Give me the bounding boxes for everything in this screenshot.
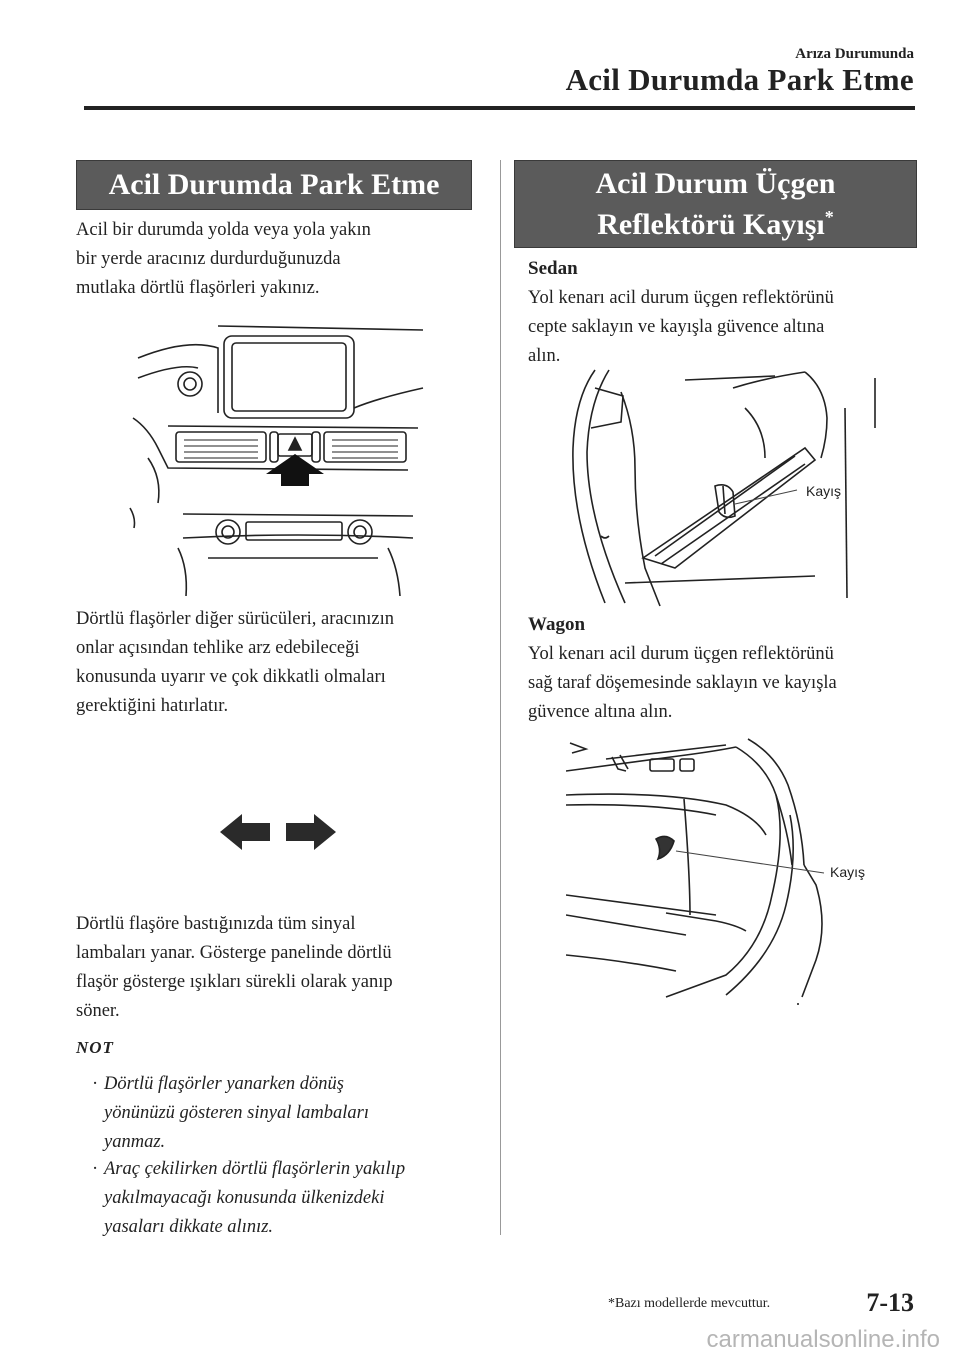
- column-divider: [500, 160, 501, 1235]
- intro-line: Acil bir durumda yolda veya yola yakın: [76, 220, 371, 240]
- banner-line: [515, 207, 916, 242]
- paragraph-line: Dörtlü flaşörler diğer sürücüleri, aracınızın: [76, 609, 394, 629]
- paragraph-line: Yol kenarı acil durum üçgen reflektörünü: [528, 288, 834, 308]
- paragraph-line: Dörtlü flaşöre bastığınızda tüm sinyal: [76, 914, 356, 934]
- bullet-line: Araç çekilirken dörtlü flaşörlerin yakılıp: [104, 1159, 406, 1179]
- bullet-line: yanmaz.: [104, 1132, 166, 1152]
- bullet-dot: ·: [92, 1159, 99, 1179]
- callout-leader: [676, 851, 824, 873]
- sedan-heading: Sedan: [528, 258, 578, 279]
- sedan-strap-callout: Kayış: [806, 483, 842, 499]
- footnote-mark: *: [824, 207, 834, 227]
- chapter-title: Arıza Durumunda: [795, 46, 914, 62]
- right-section-banner: [514, 160, 917, 248]
- wagon-heading: Wagon: [528, 614, 586, 635]
- bullet-line: yakılmayacağı konusunda ülkenizdeki: [104, 1188, 385, 1208]
- left-turn-arrow-icon: [220, 814, 270, 850]
- bullet-dot: ·: [92, 1074, 99, 1094]
- footnote: *Bazı modellerde mevcuttur.: [608, 1296, 771, 1311]
- pointer-arrow-icon: [266, 454, 324, 486]
- hazard-indicator-arrows: [218, 810, 338, 854]
- section-title: Acil Durumda Park Etme: [565, 62, 914, 97]
- paragraph-line: söner.: [76, 1001, 120, 1021]
- bullet-line: yönünüzü gösteren sinyal lambaları: [104, 1103, 369, 1123]
- paragraph-line: lambaları yanar. Gösterge panelinde dörtlü: [76, 943, 392, 963]
- paragraph-line: güvence altına alın.: [528, 702, 673, 722]
- watermark-text: carmanualsonline.info: [706, 1326, 940, 1353]
- banner-line: Acil Durum Üçgen: [595, 167, 836, 200]
- note-bullet: [92, 1070, 369, 1157]
- paragraph-line: onlar açısından tehlike arz edebileceği: [76, 638, 360, 658]
- note-bullet: [92, 1155, 406, 1242]
- paragraph-line: Yol kenarı acil durum üçgen reflektörünü: [528, 644, 834, 664]
- bullet-line: yasaları dikkate alınız.: [104, 1217, 274, 1237]
- paragraph-line: flaşör gösterge ışıkları sürekli olarak yanıp: [76, 972, 393, 992]
- wagon-strap-callout: Kayış: [830, 864, 866, 880]
- dashboard-hazard-switch-illustration: [128, 318, 428, 598]
- wagon-trunk-strap-illustration: [566, 735, 866, 1005]
- paragraph-line: konusunda uyarır ve çok dikkatli olmaları: [76, 667, 386, 687]
- right-turn-arrow-icon: [286, 814, 336, 850]
- page-number: 7-13: [866, 1288, 914, 1317]
- indicator-paragraph: [76, 910, 393, 1026]
- paragraph-line: cepte saklayın ve kayışla güvence altına: [528, 317, 825, 337]
- paragraph-line: sağ taraf döşemesinde saklayın ve kayışla: [528, 673, 837, 693]
- header-rule: [84, 106, 915, 110]
- wagon-paragraph: [528, 640, 837, 727]
- hazard-purpose-paragraph: [76, 605, 394, 721]
- intro-paragraph: [76, 216, 371, 303]
- intro-line: mutlaka dörtlü flaşörleri yakınız.: [76, 278, 320, 298]
- note-title: NOT: [76, 1038, 114, 1057]
- intro-line: bir yerde aracınız durdurduğunuzda: [76, 249, 341, 269]
- sedan-paragraph: [528, 284, 834, 371]
- bullet-line: Dörtlü flaşörler yanarken dönüş: [104, 1074, 344, 1094]
- banner-line-text: Reflektörü Kayışı: [597, 208, 825, 241]
- paragraph-line: gerektiğini hatırlatır.: [76, 696, 229, 716]
- paragraph-line: alın.: [528, 346, 561, 366]
- left-section-banner: Acil Durumda Park Etme: [76, 160, 472, 210]
